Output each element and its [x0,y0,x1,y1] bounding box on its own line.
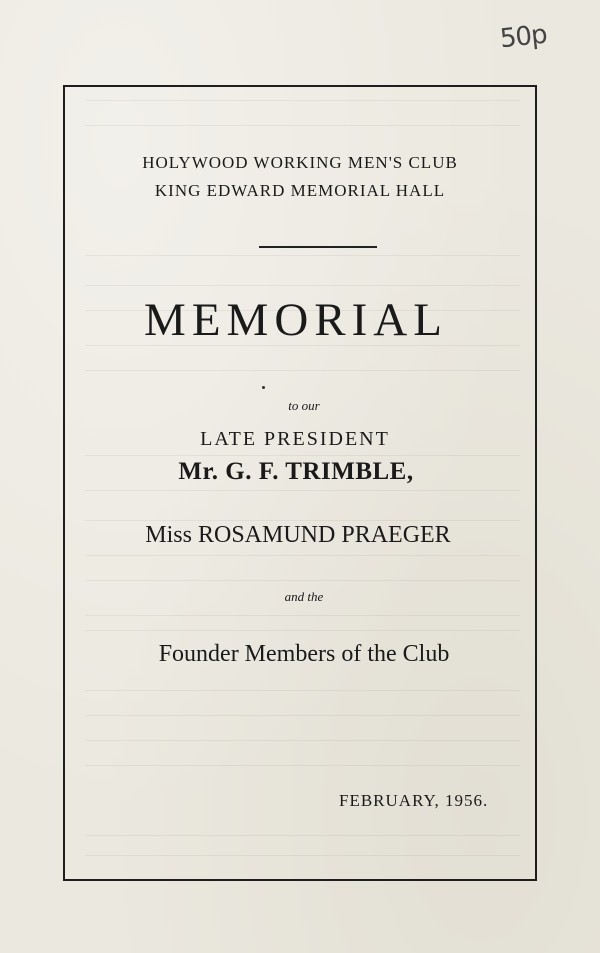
to-our-text: to our [288,398,320,413]
and-the-text: and the [284,589,324,604]
founder-members-text: Founder Members of the Club [158,641,450,667]
hall-name: KING EDWARD MEMORIAL HALL [154,181,446,200]
divider-rule [259,246,377,248]
publication-date: FEBRUARY, 1956. [339,791,489,810]
president-name: Mr. G. F. TRIMBLE, [178,458,414,485]
late-president-text: LATE PRESIDENT [200,428,390,450]
memorial-heading: MEMORIAL [144,294,448,346]
benefactor-name [0,522,598,549]
decorative-dot [262,386,265,389]
club-name: HOLYWOOD WORKING MEN'S CLUB [142,153,458,172]
benefactor-name-text: Miss ROSAMUND PRAEGER [145,522,451,548]
handwritten-annotation: 50p [498,19,549,55]
